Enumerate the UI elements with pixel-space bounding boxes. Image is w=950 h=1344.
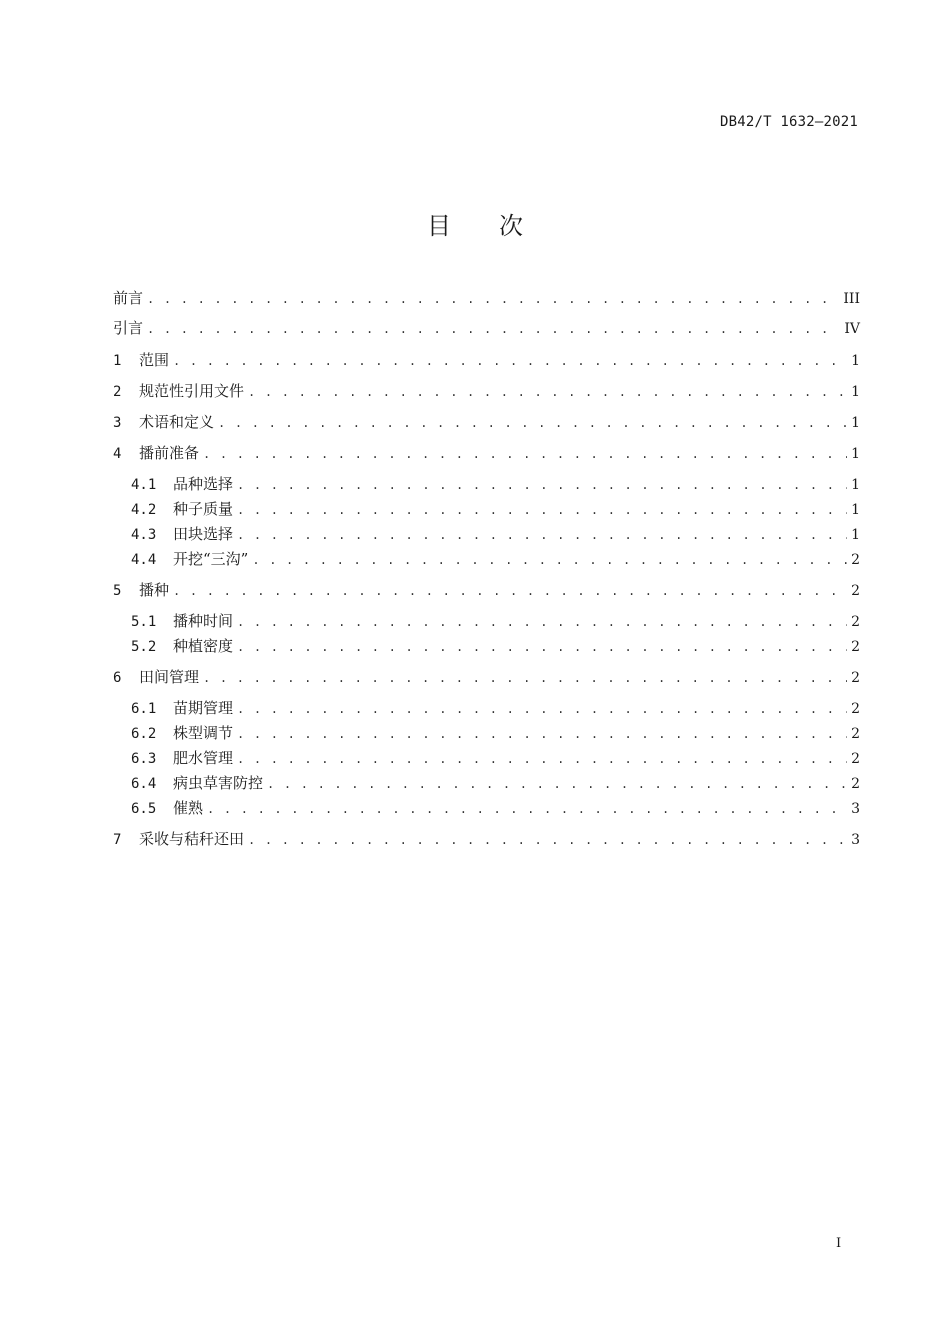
- toc-leader-dots: [147, 289, 839, 309]
- toc-entry[interactable]: [113, 580, 860, 600]
- toc-entry-page: III: [843, 291, 860, 307]
- toc-entry-text: 种植密度: [173, 637, 234, 655]
- toc-entry-number: 5: [113, 583, 122, 599]
- toc-entry[interactable]: [113, 667, 860, 687]
- toc-entry-page: 1: [851, 477, 860, 493]
- toc-leader-dots: [252, 550, 847, 570]
- toc-entry-number: 5.2: [131, 639, 157, 655]
- toc-entry-page: 2: [851, 583, 860, 599]
- toc-leader-dots: [203, 668, 847, 688]
- toc-entry-text: 引言: [113, 319, 144, 337]
- toc-entry-text: 肥水管理: [173, 749, 234, 767]
- page-title: [0, 206, 950, 241]
- toc-entry-number: 4.1: [131, 477, 157, 493]
- toc-entry-page: IV: [844, 321, 860, 337]
- toc-subentry[interactable]: [131, 611, 860, 631]
- toc-leader-dots: [237, 525, 847, 545]
- toc-entry-text: 催熟: [173, 799, 204, 817]
- toc-entry-text: 株型调节: [173, 724, 234, 742]
- toc-entry-page: 2: [851, 751, 860, 767]
- toc-leader-dots: [173, 351, 847, 371]
- toc-entry[interactable]: [113, 350, 860, 370]
- toc-subentry[interactable]: [131, 773, 860, 793]
- toc-leader-dots: [237, 749, 847, 769]
- toc-leader-dots: [237, 475, 847, 495]
- toc-leader-dots: [267, 774, 847, 794]
- toc-entry-text: 术语和定义: [139, 413, 215, 431]
- toc-entry-page: 1: [851, 415, 860, 431]
- toc-entry[interactable]: [113, 443, 860, 463]
- toc-entry[interactable]: [113, 829, 860, 849]
- toc-entry-text: 播种: [139, 581, 170, 599]
- toc-entry-page: 1: [851, 384, 860, 400]
- toc-subentry[interactable]: [131, 636, 860, 656]
- toc-entry-page: 1: [851, 446, 860, 462]
- toc-entry-number: 6.5: [131, 801, 157, 817]
- toc-subentry[interactable]: [131, 723, 860, 743]
- toc-entry-number: 6.3: [131, 751, 157, 767]
- toc-subentry[interactable]: [131, 798, 860, 818]
- toc-leader-dots: [173, 581, 847, 601]
- toc-subentry[interactable]: [131, 499, 860, 519]
- toc-entry-number: 6.2: [131, 726, 157, 742]
- toc-entry-number: 4.2: [131, 502, 157, 518]
- toc-entry-page: 3: [851, 801, 860, 817]
- toc-entry[interactable]: [113, 288, 860, 308]
- toc-entry-page: 1: [851, 502, 860, 518]
- toc-entry-page: 2: [851, 639, 860, 655]
- toc-entry-page: 1: [851, 527, 860, 543]
- toc-entry-text: 品种选择: [173, 475, 234, 493]
- document-code: DB42/T 1632—2021: [719, 114, 858, 130]
- toc-entry-page: 2: [851, 701, 860, 717]
- toc-entry-number: 5.1: [131, 614, 157, 630]
- toc-entry-page: 2: [851, 776, 860, 792]
- toc-entry-page: 2: [851, 726, 860, 742]
- toc-entry-number: 6.4: [131, 776, 157, 792]
- toc-entry-text: 苗期管理: [173, 699, 234, 717]
- toc-entry-number: 7: [113, 832, 122, 848]
- toc-entry-text: 规范性引用文件: [139, 382, 245, 400]
- toc-entry-text: 前言: [113, 289, 144, 307]
- toc-entry-page: 2: [851, 670, 860, 686]
- toc-entry-page: 3: [851, 832, 860, 848]
- toc-leader-dots: [237, 637, 847, 657]
- toc-leader-dots: [237, 724, 847, 744]
- toc-entry-number: 6.1: [131, 701, 157, 717]
- toc-entry-page: 2: [851, 552, 860, 568]
- toc-leader-dots: [248, 830, 847, 850]
- toc-entry-text: 田块选择: [173, 525, 234, 543]
- toc-leader-dots: [237, 612, 847, 632]
- toc-entry[interactable]: [113, 412, 860, 432]
- toc-entry-text: 开挖“三沟”: [173, 550, 249, 568]
- toc-entry[interactable]: [113, 318, 860, 338]
- toc-subentry[interactable]: [131, 698, 860, 718]
- toc-entry-number: 4: [113, 446, 122, 462]
- toc-leader-dots: [203, 444, 847, 464]
- toc-entry-number: 4.4: [131, 552, 157, 568]
- toc-entry-number: 3: [113, 415, 122, 431]
- toc-leader-dots: [237, 699, 847, 719]
- page-number: I: [836, 1236, 842, 1251]
- toc-entry-text: 播前准备: [139, 444, 200, 462]
- toc-leader-dots: [218, 413, 847, 433]
- toc-entry-number: 6: [113, 670, 122, 686]
- toc-leader-dots: [147, 319, 840, 339]
- toc-leader-dots: [237, 500, 847, 520]
- toc-entry-text: 播种时间: [173, 612, 234, 630]
- toc-subentry[interactable]: [131, 474, 860, 494]
- toc-entry-text: 病虫草害防控: [173, 774, 264, 792]
- toc-entry-page: 2: [851, 614, 860, 630]
- toc-leader-dots: [248, 382, 847, 402]
- toc-entry-page: 1: [851, 353, 860, 369]
- toc-entry-text: 范围: [139, 351, 170, 369]
- toc-subentry[interactable]: [131, 549, 860, 569]
- toc-leader-dots: [207, 799, 847, 819]
- title-char-1: 目: [427, 212, 451, 240]
- toc-entry-number: 2: [113, 384, 122, 400]
- toc-entry[interactable]: [113, 381, 860, 401]
- title-char-2: 次: [499, 212, 523, 240]
- toc-entry-number: 4.3: [131, 527, 157, 543]
- toc-entry-text: 种子质量: [173, 500, 234, 518]
- toc-entry-number: 1: [113, 353, 122, 369]
- toc-subentry[interactable]: [131, 524, 860, 544]
- toc-subentry[interactable]: [131, 748, 860, 768]
- toc-entry-text: 田间管理: [139, 668, 200, 686]
- toc-entry-text: 采收与秸秆还田: [139, 830, 245, 848]
